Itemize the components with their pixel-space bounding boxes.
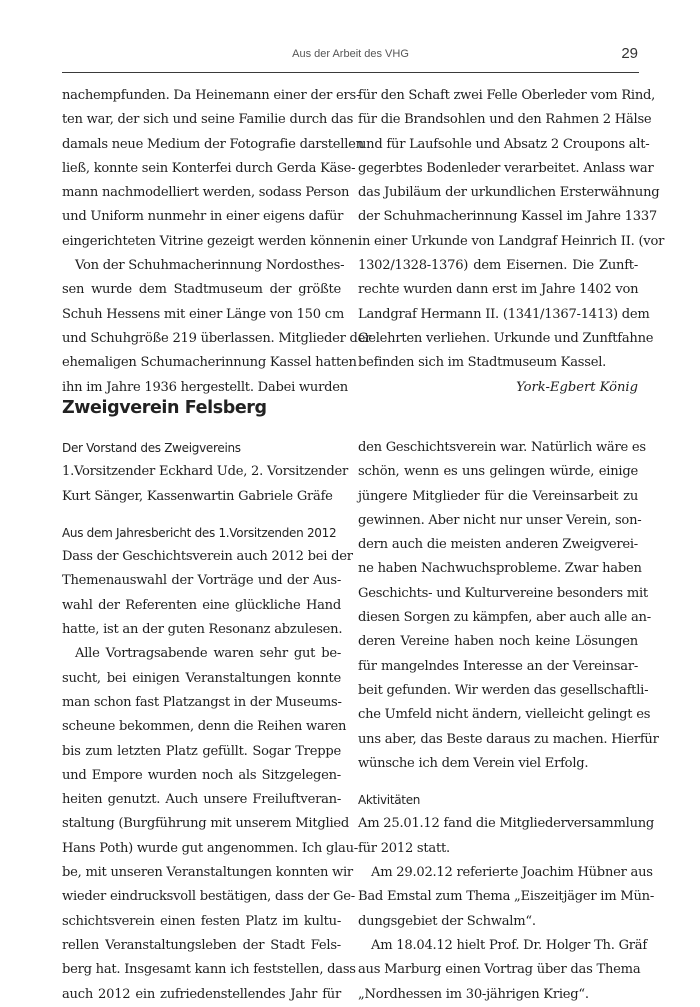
text-line: hatte, ist an der guten Resonanz abzulesen. (62, 622, 343, 638)
text-line: befinden sich im Stadtmuseum Kassel. (358, 355, 607, 371)
text-line: ließ, konnte sein Konterfei durch Gerda Käse- (62, 160, 356, 176)
paragraph (358, 436, 659, 776)
text-line: diesen Sorgen zu kämpfen, aber auch alle an- (358, 610, 651, 626)
text-line: rellen Veranstaltungsleben der Stadt Fels- (62, 937, 341, 953)
text-line: heiten genutzt. Auch unsere Freiluftveran- (62, 792, 341, 808)
text-line: Dass der Geschichtsverein auch 2012 bei der (62, 549, 353, 565)
top-left-column (62, 84, 372, 400)
text-line: Alle Vortragsabende waren sehr gut be- (75, 646, 341, 662)
paragraph (358, 934, 647, 1007)
text-line: Am 29.02.12 referierte Joachim Hübner aus (371, 865, 653, 881)
text-line: wünsche ich dem Verein viel Erfolg. (358, 755, 589, 771)
text-line: Am 18.04.12 hielt Prof. Dr. Holger Th. Gräf (371, 937, 647, 953)
paragraph (62, 84, 364, 254)
text-line: auch 2012 ein zufriedenstellendes Jahr für (62, 986, 341, 1002)
text-line: dungsgebiet der Schwalm“. (358, 913, 536, 929)
text-line: 1302/1328-1376) dem Eisernen. Die Zunft- (358, 258, 638, 274)
text-line: schön, wenn es uns gelingen würde, einige (358, 464, 638, 480)
text-line: eingerichteten Vitrine gezeigt werden können. (62, 233, 362, 249)
text-line: jüngere Mitglieder für die Vereinsarbeit zu (358, 488, 638, 504)
text-line: ne haben Nachwuchsprobleme. Zwar haben (358, 561, 642, 577)
text-line: wahl der Referenten eine glückliche Hand (62, 597, 341, 613)
text-line: gewinnen. Aber nicht nur unser Verein, son- (358, 512, 642, 528)
text-line: Hans Poth) wurde gut angenommen. Ich glau- (62, 840, 358, 856)
text-line: das Jubiläum der urkundlichen Ersterwähnung (358, 185, 660, 201)
text-line: und Schuhgröße 219 überlassen. Mitglieder der (62, 330, 372, 346)
text-line: uns aber, das Beste daraus zu machen. Hierfür (358, 731, 659, 747)
text-line: Kurt Sänger, Kassenwartin Gabriele Gräfe (62, 488, 333, 504)
text-line: Schuh Hessens mit einer Länge von 150 cm (62, 306, 345, 322)
text-line: nachempfunden. Da Heinemann einer der ers- (62, 88, 361, 103)
board-paragraph (62, 460, 348, 509)
text-line: ehemaligen Schumacherinnung Kassel hatten (62, 355, 357, 371)
paragraph (62, 254, 372, 400)
activities-heading: Aktivitäten (358, 793, 421, 808)
paragraph (62, 642, 358, 1006)
bottom-left-column (62, 436, 358, 1007)
text-line: und Uniform nunmehr in einer eigens dafür (62, 209, 344, 225)
paragraph (358, 861, 655, 934)
text-line: man schon fast Platzangst in der Museums- (62, 694, 342, 710)
spacer (358, 776, 638, 788)
page-header (62, 44, 639, 73)
report-heading: Aus dem Jahresbericht des 1.Vorsitzenden 2012 (62, 525, 337, 540)
bottom-right-column (358, 436, 659, 1007)
text-line: wieder eindrucksvoll bestätigen, dass der Ge- (62, 889, 355, 905)
text-line: Bad Emstal zum Thema „Eiszeitjäger im Mün- (358, 889, 655, 905)
text-line: 1.Vorsitzender Eckhard Ude, 2. Vorsitzender (62, 464, 348, 480)
text-line: deren Vereine haben noch keine Lösungen (358, 634, 638, 650)
text-line: gegerbtes Bodenleder verarbeitet. Anlass war (358, 160, 654, 176)
text-line: sen wurde dem Stadtmuseum der größte (62, 282, 341, 298)
text-line: be, mit unseren Veranstaltungen konnten wir (62, 865, 353, 881)
text-line: in einer Urkunde von Landgraf Heinrich II. (vor (358, 233, 665, 249)
text-line: und für Laufsohle und Absatz 2 Croupons alt- (358, 136, 650, 152)
paragraph (358, 812, 655, 861)
author-signature: York-Egbert König (516, 379, 638, 395)
text-line: rechte wurden dann erst im Jahre 1402 von (358, 282, 639, 298)
text-line: bis zum letzten Platz gefüllt. Sogar Treppe (62, 743, 341, 759)
top-right-column (358, 84, 665, 400)
paragraph (358, 84, 665, 376)
text-line: dern auch die meisten anderen Zweigverei- (358, 537, 638, 553)
running-title: Aus der Arbeit des VHG (292, 48, 409, 60)
text-line: beit gefunden. Wir werden das gesellschaftli- (358, 682, 649, 698)
text-line: für den Schaft zwei Felle Oberleder vom Rind, (358, 88, 656, 103)
text-line: ihn im Jahre 1936 hergestellt. Dabei wurden (62, 379, 348, 395)
text-line: Am 25.01.12 fand die Mitgliederversammlung (358, 816, 655, 832)
text-line: für die Brandsohlen und den Rahmen 2 Hälse (358, 112, 652, 128)
text-line: sucht, bei einigen Veranstaltungen konnte (62, 670, 341, 686)
paragraph (62, 545, 353, 642)
text-line: ten war, der sich und seine Familie durch das (62, 112, 354, 128)
text-line: und Empore wurden noch als Sitzgelegen- (62, 767, 341, 783)
text-line: schichtsverein einen festen Platz im kultu- (62, 913, 341, 929)
text-line: den Geschichtsverein war. Natürlich wäre es (358, 440, 646, 455)
text-line: für 2012 statt. (358, 840, 450, 856)
text-line: „Nordhessen im 30-jährigen Krieg“. (358, 986, 589, 1002)
text-line: Von der Schuhmacherinnung Nordosthes- (75, 258, 345, 274)
text-line: aus Marburg einen Vortrag über das Thema (358, 962, 641, 978)
board-heading: Der Vorstand des Zweigvereins (62, 441, 241, 455)
text-line: Gelehrten verliehen. Urkunde und Zunftfahne (358, 330, 654, 346)
text-line: damals neue Medium der Fotografie darstellen (62, 136, 364, 152)
text-line: scheune bekommen, denn die Reihen waren (62, 719, 347, 735)
text-line: che Umfeld nicht ändern, vielleicht gelingt es (358, 707, 651, 723)
text-line: Landgraf Hermann II. (1341/1367-1413) dem (358, 306, 650, 322)
text-line: berg hat. Insgesamt kann ich feststellen, dass (62, 962, 356, 978)
spacer (62, 509, 341, 521)
text-line: Geschichts- und Kulturvereine besonders mit (358, 585, 648, 601)
text-line: staltung (Burgführung mit unserem Mitglied (62, 816, 350, 832)
section-title: Zweigverein Felsberg (62, 398, 267, 418)
text-line: der Schuhmacherinnung Kassel im Jahre 1337 (358, 209, 657, 225)
text-line: Themenauswahl der Vorträge und der Aus- (62, 573, 341, 589)
text-line: mann nachmodelliert werden, sodass Person (62, 185, 350, 201)
page-number: 29 (621, 45, 638, 62)
text-line: für mangelndes Interesse an der Vereinsar- (358, 658, 638, 674)
